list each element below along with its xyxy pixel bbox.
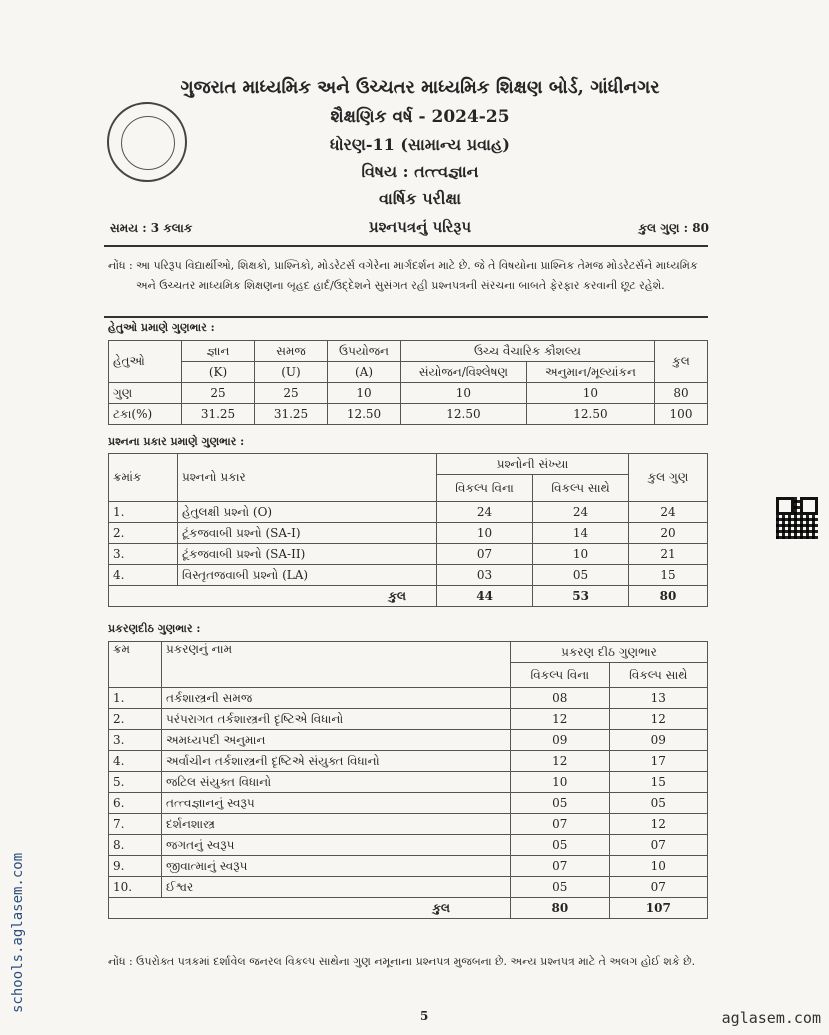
table-row bbox=[109, 502, 708, 523]
cell: 15 bbox=[609, 772, 707, 793]
cell: 6. bbox=[109, 793, 162, 814]
cell: તર્કશાસ્ત્રની સમજ bbox=[162, 688, 511, 709]
section-heading: પ્રશ્નના પ્રકાર પ્રમાણે ગુણભાર : bbox=[108, 435, 245, 448]
cell: અર્વાચીન તર્કશાસ્ત્રની દૃષ્ટિએ સંયુક્ત વિધાનો bbox=[162, 751, 511, 772]
col-header: વિકલ્પ વિના bbox=[437, 475, 533, 502]
cell: 12.50 bbox=[328, 404, 401, 425]
table-row-total bbox=[109, 586, 708, 607]
cell: 05 bbox=[511, 835, 610, 856]
col-header: સમજ bbox=[255, 341, 328, 362]
cell: દર્શનશાસ્ત્ર bbox=[162, 814, 511, 835]
note-top bbox=[108, 256, 708, 296]
col-header: કુલ ગુણ bbox=[629, 454, 708, 502]
cell: 05 bbox=[511, 793, 610, 814]
col-header: પ્રશ્નોની સંખ્યા bbox=[437, 454, 629, 475]
note-bottom bbox=[108, 952, 708, 972]
footer-watermark: aglasem.com bbox=[721, 1009, 821, 1027]
table-row bbox=[109, 856, 708, 877]
cell: 12.50 bbox=[401, 404, 527, 425]
note-text: આ પરિરૂપ વિદ્યાર્થીઓ, શિક્ષકો, પ્રાશ્નિકો, મોડરેટર્સ વગેરેના માર્ગદર્શન માટે છે. જે તે વિષયોના પ્રાશ્નિક તેમજ મોડરેટર્સને માધ્યમિક અને ઉચ્ચતર માધ્યમિક શિક્ષણના બૃહદ હાર્દ/ઉદ્દેશને સુસંગત રહી પ્રશ્નપત્રની સંરચના બાબતે ફેરફાર કરવાની છૂટ રહેશે. bbox=[136, 259, 698, 292]
col-header: (A) bbox=[328, 362, 401, 383]
cell: 03 bbox=[437, 565, 533, 586]
col-header: પ્રકરણ દીઠ ગુણભાર bbox=[511, 642, 708, 663]
table-row bbox=[109, 565, 708, 586]
table-row bbox=[109, 688, 708, 709]
table-row bbox=[109, 877, 708, 898]
cell: 9. bbox=[109, 856, 162, 877]
board-name: ગુજરાત માધ્યમિક અને ઉચ્ચતર માધ્યમિક શિક્ષણ બોર્ડ, ગાંધીનગર bbox=[180, 77, 660, 98]
cell: 107 bbox=[609, 898, 707, 919]
cell: ઈશ્વર bbox=[162, 877, 511, 898]
row-label: ટકા(%) bbox=[109, 404, 182, 425]
table-row bbox=[109, 793, 708, 814]
cell: 10 bbox=[533, 544, 629, 565]
cell: જટિલ સંયુક્ત વિધાનો bbox=[162, 772, 511, 793]
table-row bbox=[109, 544, 708, 565]
cell: 2. bbox=[109, 709, 162, 730]
total-label: કુલ bbox=[109, 898, 511, 919]
col-header: અનુમાન/મૂલ્યાંકન bbox=[526, 362, 654, 383]
note-label: નોંધ : bbox=[108, 259, 133, 272]
cell: પરંપરાગત તર્કશાસ્ત્રની દૃષ્ટિએ વિધાનો bbox=[162, 709, 511, 730]
cell: ટૂંકજવાબી પ્રશ્નો (SA-II) bbox=[178, 544, 437, 565]
cell: 1. bbox=[109, 502, 178, 523]
col-header: જ્ઞાન bbox=[182, 341, 255, 362]
total-label: કુલ bbox=[109, 586, 437, 607]
cell: 4. bbox=[109, 565, 178, 586]
table-row-total bbox=[109, 898, 708, 919]
cell: 07 bbox=[609, 877, 707, 898]
col-header: ઉચ્ચ વૈચારિક કૌશલ્ય bbox=[401, 341, 655, 362]
divider bbox=[104, 316, 708, 318]
cell: 24 bbox=[437, 502, 533, 523]
standard: ધોરણ-11 (સામાન્ય પ્રવાહ) bbox=[330, 135, 510, 154]
table-row bbox=[109, 709, 708, 730]
table-row bbox=[109, 404, 708, 425]
subject: વિષય : તત્ત્વજ્ઞાન bbox=[361, 162, 479, 181]
cell: 07 bbox=[609, 835, 707, 856]
cell: 1. bbox=[109, 688, 162, 709]
cell: 25 bbox=[182, 383, 255, 404]
cell: 12 bbox=[609, 709, 707, 730]
qr-code-icon bbox=[776, 497, 818, 539]
cell: 31.25 bbox=[255, 404, 328, 425]
cell: 10 bbox=[328, 383, 401, 404]
table-row bbox=[109, 523, 708, 544]
total-marks: કુલ ગુણ : 80 bbox=[638, 221, 709, 235]
table-row bbox=[109, 772, 708, 793]
cell: 12 bbox=[609, 814, 707, 835]
section-heading: હેતુઓ પ્રમાણે ગુણભાર : bbox=[108, 321, 215, 334]
col-header: કુલ bbox=[655, 341, 708, 383]
cell: ટૂંકજવાબી પ્રશ્નો (SA-I) bbox=[178, 523, 437, 544]
cell: 09 bbox=[609, 730, 707, 751]
chapter-weightage-table bbox=[108, 641, 708, 919]
cell: 3. bbox=[109, 730, 162, 751]
col-header: ક્રમાંક bbox=[109, 454, 178, 502]
table-row bbox=[109, 751, 708, 772]
page-number: 5 bbox=[420, 1009, 429, 1023]
col-header: ક્રમ bbox=[109, 642, 162, 688]
cell: 31.25 bbox=[182, 404, 255, 425]
side-watermark: schools.aglasem.com bbox=[10, 852, 26, 1013]
cell: તત્ત્વજ્ઞાનનું સ્વરૂપ bbox=[162, 793, 511, 814]
cell: 80 bbox=[629, 586, 708, 607]
cell: 12 bbox=[511, 709, 610, 730]
exam-type: વાર્ષિક પરીક્ષા bbox=[378, 189, 462, 208]
cell: 07 bbox=[511, 814, 610, 835]
cell: 07 bbox=[437, 544, 533, 565]
cell: 3. bbox=[109, 544, 178, 565]
question-types-table bbox=[108, 453, 708, 607]
cell: 10 bbox=[437, 523, 533, 544]
cell: 07 bbox=[511, 856, 610, 877]
cell: 10 bbox=[526, 383, 654, 404]
section-heading: પ્રકરણદીઠ ગુણભાર : bbox=[108, 622, 201, 635]
cell: 5. bbox=[109, 772, 162, 793]
table-row bbox=[109, 814, 708, 835]
cell: 53 bbox=[533, 586, 629, 607]
cell: 10 bbox=[609, 856, 707, 877]
table-row bbox=[109, 835, 708, 856]
cell: 100 bbox=[655, 404, 708, 425]
cell: 05 bbox=[533, 565, 629, 586]
cell: 21 bbox=[629, 544, 708, 565]
col-header: (U) bbox=[255, 362, 328, 383]
page-title: પ્રશ્નપત્રનું પરિરૂપ bbox=[368, 218, 472, 236]
cell: 12 bbox=[511, 751, 610, 772]
cell: 09 bbox=[511, 730, 610, 751]
cell: 8. bbox=[109, 835, 162, 856]
col-header: (K) bbox=[182, 362, 255, 383]
exam-time: સમય : 3 કલાક bbox=[110, 221, 193, 235]
cell: 4. bbox=[109, 751, 162, 772]
col-header: પ્રકરણનું નામ bbox=[162, 642, 511, 688]
cell: 80 bbox=[511, 898, 610, 919]
cell: 24 bbox=[533, 502, 629, 523]
cell: અમધ્યપદી અનુમાન bbox=[162, 730, 511, 751]
cell: 25 bbox=[255, 383, 328, 404]
objectives-table bbox=[108, 340, 708, 425]
cell: 14 bbox=[533, 523, 629, 544]
cell: 7. bbox=[109, 814, 162, 835]
col-header: હેતુઓ bbox=[109, 341, 182, 383]
cell: વિસ્તૃતજવાબી પ્રશ્નો (LA) bbox=[178, 565, 437, 586]
cell: 15 bbox=[629, 565, 708, 586]
cell: 17 bbox=[609, 751, 707, 772]
note-label: નોંધ : bbox=[108, 955, 133, 968]
cell: 2. bbox=[109, 523, 178, 544]
divider bbox=[104, 245, 708, 247]
row-label: ગુણ bbox=[109, 383, 182, 404]
cell: 08 bbox=[511, 688, 610, 709]
cell: 10. bbox=[109, 877, 162, 898]
col-header: સંયોજન/વિશ્લેષણ bbox=[401, 362, 527, 383]
cell: 20 bbox=[629, 523, 708, 544]
cell: 24 bbox=[629, 502, 708, 523]
cell: 12.50 bbox=[526, 404, 654, 425]
cell: જીવાત્માનું સ્વરૂપ bbox=[162, 856, 511, 877]
col-header: પ્રશ્નનો પ્રકાર bbox=[178, 454, 437, 502]
cell: 13 bbox=[609, 688, 707, 709]
cell: 05 bbox=[609, 793, 707, 814]
note-text: ઉપરોક્ત પત્રકમાં દર્શાવેલ જનરલ વિકલ્પ સાથેના ગુણ નમૂનાના પ્રશ્નપત્ર મુજબના છે. અન્ય પ્રશ્નપત્ર માટે તે અલગ હોઈ શકે છે. bbox=[136, 955, 696, 968]
col-header: વિકલ્પ સાથે bbox=[533, 475, 629, 502]
cell: 05 bbox=[511, 877, 610, 898]
col-header: વિકલ્પ સાથે bbox=[609, 663, 707, 688]
cell: 80 bbox=[655, 383, 708, 404]
cell: જગતનું સ્વરૂપ bbox=[162, 835, 511, 856]
cell: 44 bbox=[437, 586, 533, 607]
col-header: વિકલ્પ વિના bbox=[511, 663, 610, 688]
cell: હેતુલક્ષી પ્રશ્નો (O) bbox=[178, 502, 437, 523]
cell: 10 bbox=[511, 772, 610, 793]
academic-year: શૈક્ષણિક વર્ષ - 2024-25 bbox=[330, 107, 510, 127]
table-row bbox=[109, 383, 708, 404]
table-row bbox=[109, 730, 708, 751]
col-header: ઉપયોજન bbox=[328, 341, 401, 362]
cell: 10 bbox=[401, 383, 527, 404]
